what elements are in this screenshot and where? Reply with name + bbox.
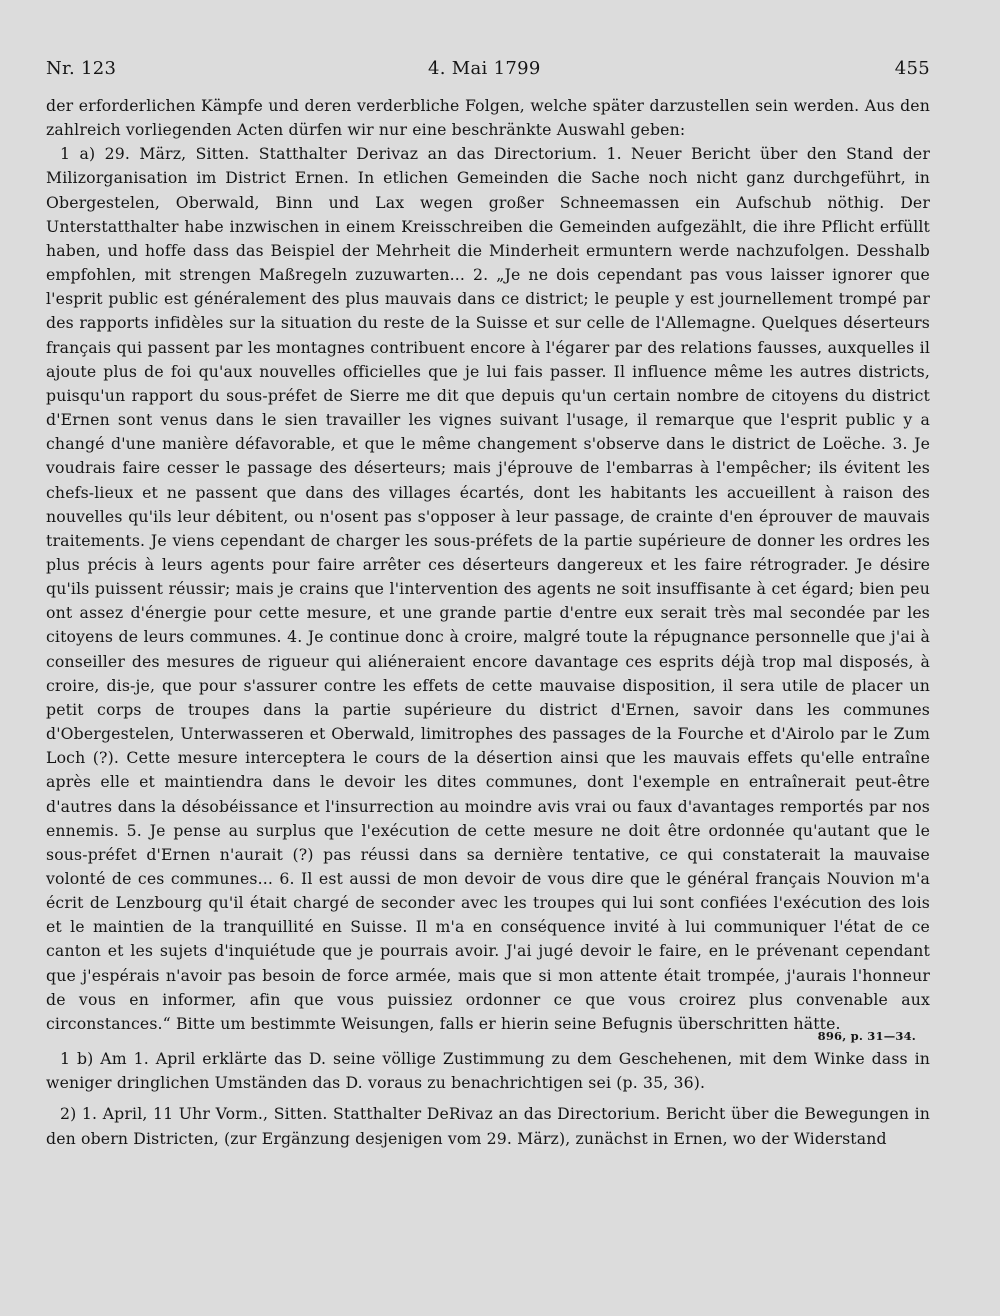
document-number: Nr. 123 [46, 58, 117, 79]
header-date: 4. Mai 1799 [428, 58, 541, 79]
running-header [46, 58, 930, 94]
entry-1b-text: 1 b) Am 1. April erklärte das D. seine völlige Zustimmung zu dem Geschehenen, mit dem Winke dass in weniger dringlichen Umständen das D. voraus zu benachrichtigen sei (p. 35, 36). [46, 1049, 930, 1093]
source-citation: 896, p. 31—34. [817, 1029, 916, 1044]
entry-1a [46, 142, 930, 1044]
entry-1a-text: 1 a) 29. März, Sitten. Statthalter Derivaz an das Directorium. 1. Neuer Bericht über den Stand der Milizorganisation im District Ernen. In etlichen Gemeinden die Sache noch nicht ganz durchgeführt, in Obergestelen, Oberwald, Binn und Lax wegen großer Schneemassen ein Aufschub nöthig. Der Unterstatthalter habe inzwischen in einem Kreisschreiben die Gemeinden aufgezählt, die ihre Pflicht erfüllt haben, und hoffe dass das Beispiel der Mehrheit die Minderheit ermuntern werde nachzufolgen. Desshalb empfohlen, mit strengen Maßregeln zuzuwarten... 2. „Je ne dois cependant pas vous laisser ignorer que l'esprit public est généralement des plus mauvais dans ce district; le peuple y est journellement trompé par des rapports infidèles sur la situation du reste de la Suisse et sur celle de l'Allemagne. Quelques déserteurs français qui passent par les montagnes contribuent encore à l'égarer par des relations fausses, auxquelles il ajoute plus de foi qu'aux nouvelles officielles que je lui fais passer. Il influence même les autres districts, puisqu'un rapport du sous-préfet de Sierre me dit que depuis qu'un certain nombre de citoyens du district d'Ernen sont venus dans le sien travailler les vignes suivant l'usage, il remarque que l'esprit public y a changé d'une manière défavorable, et que le même changement s'observe dans le district de Loëche. 3. Je voudrais faire cesser le passage des déserteurs; mais j'éprouve de l'embarras à l'empêcher; ils évitent les chefs-lieux et ne passent que dans des villages écartés, dont les habitants les accueillent à raison des nouvelles qu'ils leur débitent, ou n'osent pas s'opposer à leur passage, de crainte d'en éprouver de mauvais traitements. Je viens cependant de charger les sous-préfets de la partie supérieure de donner les ordres les plus précis à leurs agents pour faire arrêter ces déserteurs dangereux et les faire rétrograder. Je désire qu'ils puissent réussir; mais je crains que l'intervention des agents ne soit insuffisante à cet égard; bien peu ont assez d'énergie pour cette mesure, et une grande partie d'entre eux serait très mal secondée par les citoyens de leurs communes. 4. Je continue donc à croire, malgré toute la répugnance personnelle que j'ai à conseiller des mesures de rigueur qui aliéneraient encore davantage ces esprits déjà trop mal disposés, à croire, dis-je, que pour s'assurer contre les effets de cette mauvaise disposition, il sera utile de placer un petit corps de troupes dans la partie supérieure du district d'Ernen, savoir dans les communes d'Obergestelen, Unterwasseren et Oberwald, limitrophes des passages de la Fourche et d'Airolo par le Zum Loch (?). Cette mesure interceptera le cours de la désertion ainsi que les mauvais effets qu'elle entraîne après elle et maintiendra dans le devoir les dites communes, dont l'exemple en entraînerait peut-être d'autres dans la désobéissance et l'insurrection au moindre avis vrai ou faux d'avantages remportés par nos ennemis. 5. Je pense au surplus que l'exécution de cette mesure ne doit être ordonnée qu'autant que le sous-préfet d'Ernen n'aurait (?) pas réussi dans sa dernière tentative, ce qui constaterait la mauvaise volonté de ces communes... 6. Il est aussi de mon devoir de vous dire que le général français Nouvion m'a écrit de Lenzbourg qu'il était chargé de seconder avec les troupes qui lui sont confiées l'exécution des lois et le maintien de la tranquillité en Suisse. Il m'a en conséquence invité à lui communiquer l'état de ce canton et les sujets d'inquiétude que je pourrais avoir. J'ai jugé devoir le faire, en le prévenant cependant que j'espérais n'avoir pas besoin de force armée, mais que si mon attente était trompée, j'aurais l'honneur de vous en informer, afin que vous puissiez ordonner ce que vous croirez plus convenable aux circonstances.“ Bitte um bestimmte Weisungen, falls er hierin seine Befugnis überschritten hätte. [46, 144, 930, 1033]
page-body [46, 94, 930, 1151]
entry-2-text: 2) 1. April, 11 Uhr Vorm., Sitten. Statthalter DeRivaz an das Directorium. Bericht über die Bewegungen in den obern Districten, (zur Ergänzung desjenigen vom 29. März), zunächst in Ernen, wo der Widerstand [46, 1104, 930, 1148]
intro-paragraph: der erforderlichen Kämpfe und deren verderbliche Folgen, welche später darzustellen sein werden. Aus den zahlreich vorliegenden Acten dürfen wir nur eine beschränkte Auswahl geben: [46, 96, 930, 140]
page-number: 455 [894, 58, 930, 79]
